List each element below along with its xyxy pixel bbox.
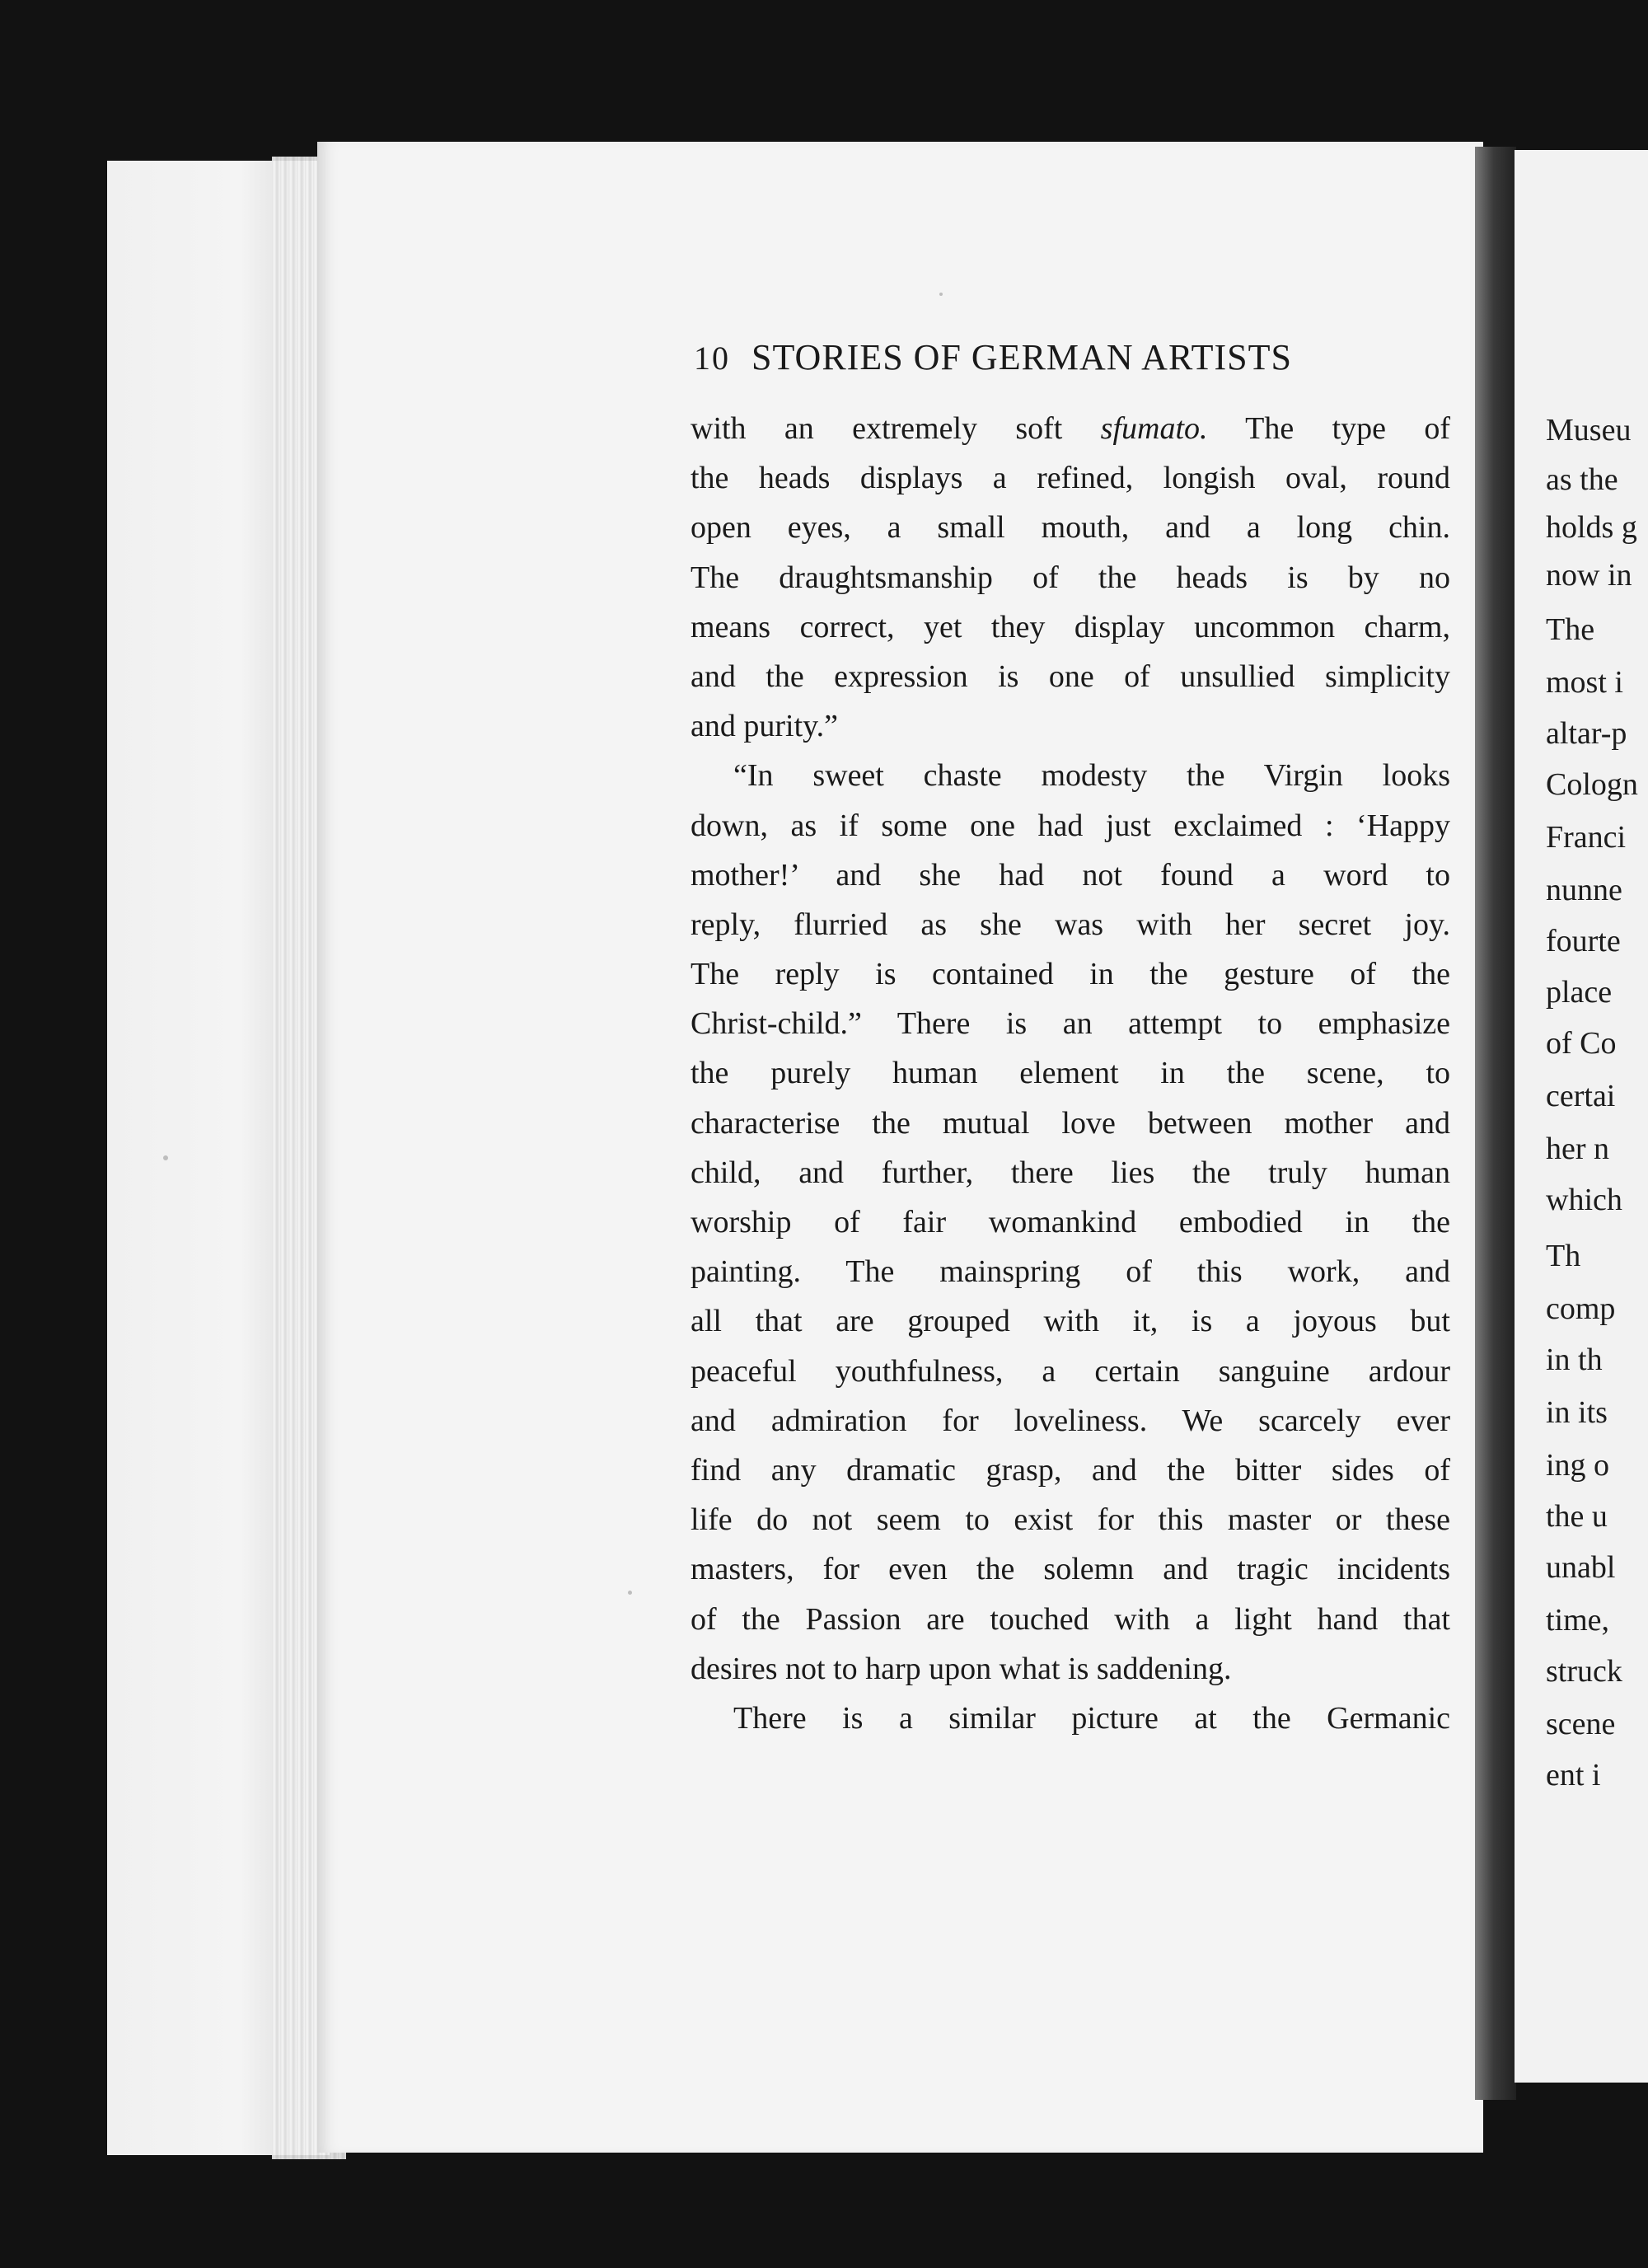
facing-page-line: ing o: [1546, 1448, 1610, 1483]
text-line: and admiration for loveliness. We scarcely ever: [691, 1403, 1450, 1438]
text-line: life do not seem to exist for this master or these: [691, 1502, 1450, 1538]
facing-page-line: unabl: [1546, 1550, 1616, 1585]
text-line: mother!’ and she had not found a word to: [691, 857, 1450, 893]
facing-page-line: which: [1546, 1183, 1622, 1217]
facing-page-line: fourte: [1546, 924, 1621, 958]
text-run: with an extremely soft: [691, 411, 1101, 446]
text-line: desires not to harp upon what is saddening.: [691, 1651, 1232, 1686]
facing-page-line: holds g: [1546, 510, 1637, 545]
text-line: child, and further, there lies the truly human: [691, 1155, 1450, 1190]
book-gutter: [1475, 147, 1516, 2100]
facing-page-line: Museu: [1546, 413, 1632, 448]
dust-speck: [628, 1591, 632, 1595]
facing-page-line: Franci: [1546, 820, 1627, 855]
italic-term: sfumato.: [1100, 411, 1208, 446]
facing-page-line: now in: [1546, 558, 1632, 593]
facing-page: [1515, 150, 1648, 2083]
page-number: 10: [694, 340, 730, 377]
text-line: There is a similar picture at the Germanic: [733, 1700, 1450, 1736]
facing-page-line: in its: [1546, 1395, 1608, 1430]
facing-page-line: comp: [1546, 1291, 1616, 1326]
text-line: reply, flurried as she was with her secret joy.: [691, 907, 1450, 942]
running-head: [694, 336, 1390, 378]
text-run: The type of: [1207, 411, 1450, 446]
text-line: means correct, yet they display uncommon charm,: [691, 609, 1450, 644]
facing-page-line: altar-p: [1546, 716, 1627, 751]
text-line: masters, for even the solemn and tragic incidents: [691, 1552, 1450, 1587]
body-text: [691, 404, 1450, 1743]
text-line: and purity.”: [691, 709, 839, 744]
text-line: the heads displays a refined, longish oval, round: [691, 461, 1450, 496]
dust-speck: [163, 1155, 168, 1160]
dust-speck: [939, 293, 943, 296]
text-line: down, as if some one had just exclaimed : ‘Happy: [691, 808, 1450, 843]
facing-page-line: as the: [1546, 462, 1618, 497]
text-line: and the expression is one of unsullied simplicity: [691, 658, 1450, 694]
text-line: The reply is contained in the gesture of the: [691, 957, 1450, 992]
facing-page-line: Th: [1546, 1239, 1581, 1273]
facing-page-line: most i: [1546, 665, 1623, 700]
facing-page-line: nunne: [1546, 873, 1622, 907]
facing-page-line: place: [1546, 975, 1613, 1010]
text-line: The draughtsmanship of the heads is by no: [691, 560, 1450, 595]
text-line: painting. The mainspring of this work, and: [691, 1254, 1450, 1290]
facing-page-line: scene: [1546, 1707, 1616, 1741]
facing-page-line: certai: [1546, 1079, 1616, 1113]
text-line: the purely human element in the scene, to: [691, 1056, 1450, 1091]
text-line: Christ-child.” There is an attempt to emphasize: [691, 1006, 1450, 1042]
facing-page-line: struck: [1546, 1654, 1622, 1689]
text-line: all that are grouped with it, is a joyous but: [691, 1304, 1450, 1339]
text-line: of the Passion are touched with a light hand that: [691, 1601, 1450, 1637]
text-line: characterise the mutual love between mother and: [691, 1105, 1450, 1141]
text-line: [691, 404, 1450, 453]
text-line: worship of fair womankind embodied in the: [691, 1205, 1450, 1239]
text-line: find any dramatic grasp, and the bitter sides of: [691, 1452, 1450, 1488]
facing-page-line: ent i: [1546, 1758, 1601, 1792]
facing-page-line: of Co: [1546, 1026, 1617, 1061]
text-line: open eyes, a small mouth, and a long chin.: [691, 510, 1450, 546]
facing-page-line: Cologn: [1546, 767, 1638, 802]
text-line: “In sweet chaste modesty the Virgin looks: [733, 758, 1450, 794]
facing-page-line: time,: [1546, 1603, 1610, 1638]
text-line: peaceful youthfulness, a certain sanguine ardour: [691, 1353, 1450, 1389]
book-title: STORIES OF GERMAN ARTISTS: [751, 337, 1292, 377]
facing-page-line: the u: [1546, 1499, 1608, 1534]
facing-page-line: in th: [1546, 1343, 1603, 1377]
facing-page-line: The: [1546, 612, 1595, 647]
facing-page-line: her n: [1546, 1132, 1610, 1166]
